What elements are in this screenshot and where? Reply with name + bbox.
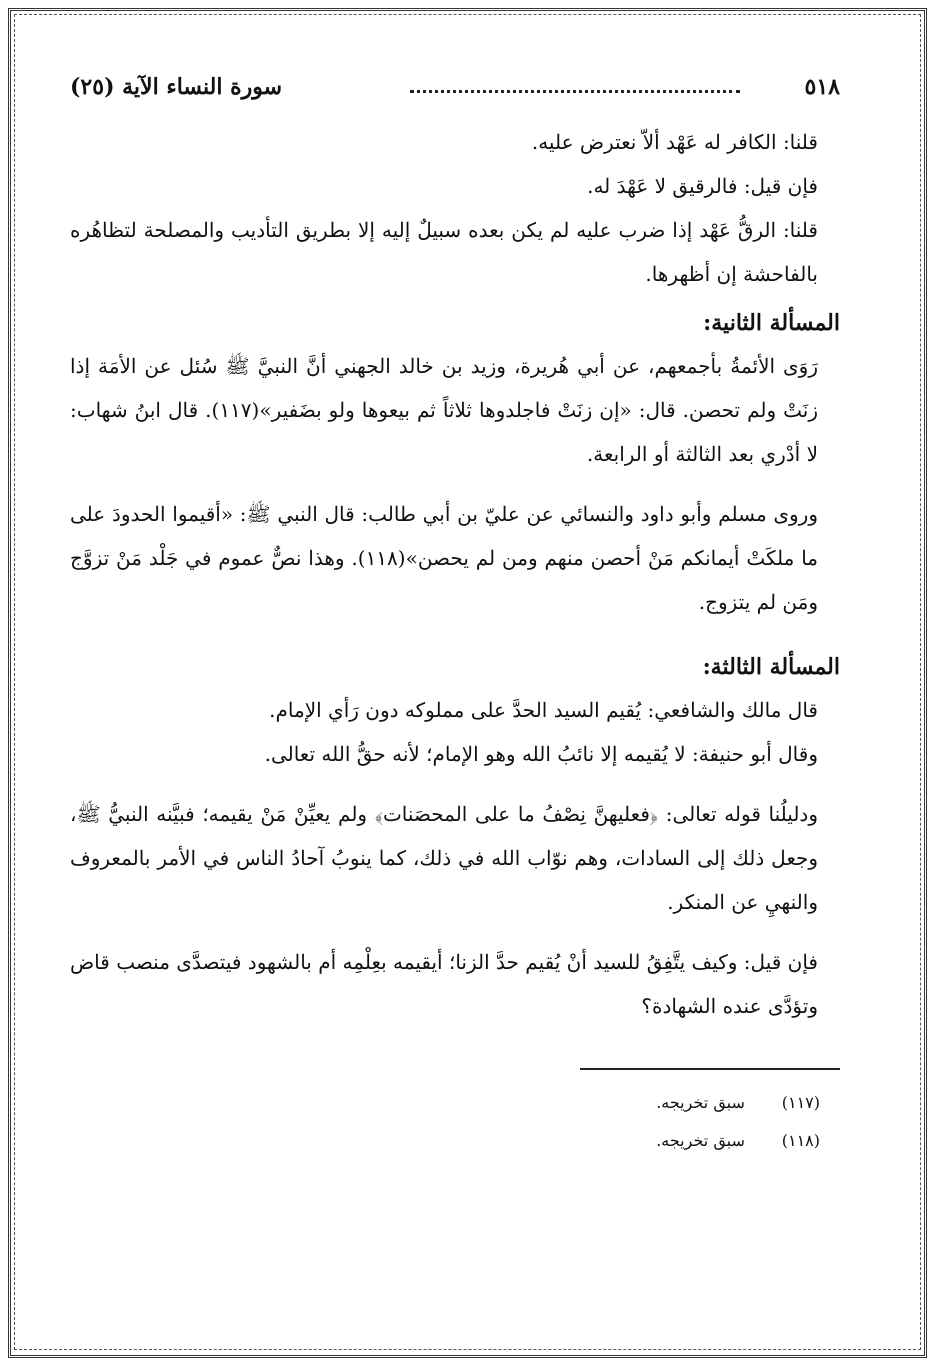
footnote <box>70 1084 840 1122</box>
footnote-number: (١١٨) <box>781 1131 820 1150</box>
chapter-title: سورة النساء الآية (٢٥) <box>70 74 283 100</box>
footnote <box>70 1122 840 1160</box>
book-page <box>70 60 840 1310</box>
footnote-separator <box>580 1068 840 1070</box>
page-number: ٥١٨ <box>804 74 840 100</box>
footnote-text: سبق تخريجه. <box>656 1131 745 1150</box>
paragraph-2: فإن قيل: فالرقيق لا عَهْدَ له. <box>587 174 818 198</box>
section-heading-third-issue: المسألة الثالثة: <box>702 654 840 680</box>
header-dotted-leader <box>410 90 740 93</box>
page-header <box>70 60 840 120</box>
footnote-number: (١١٧) <box>781 1093 820 1112</box>
paragraph-6: قال مالك والشافعي: يُقيم السيد الحدَّ على مملوكه دون رَأي الإمام. <box>269 698 818 722</box>
paragraph-5: وروى مسلم وأبو داود والنسائي عن عليّ بن أبي طالب: قال النبي ﷺ: «أقيموا الحدودَ على ما ملكَتْ أيمانكم مَنْ أحصن منهم ومن لم يحصن»(١١٨). وهذا نصٌّ عموم في جَلْد مَنْ تزوَّج ومَن لم يتزوج. <box>70 502 819 614</box>
paragraph-7: وقال أبو حنيفة: لا يُقيمه إلا نائبُ الله وهو الإمام؛ لأنه حقُّ الله تعالى. <box>264 742 818 766</box>
section-heading-second-issue: المسألة الثانية: <box>703 310 840 336</box>
paragraph-3: قلنا: الرقُّ عَهْد إذا ضرب عليه لم يكن بعده سبيلٌ إليه إلا بطريق التأديب والمصلحة لتظاهُره بالفاحشة إن أظهرها. <box>70 218 818 286</box>
paragraph-4: رَوَى الأئمةُ بأجمعهم، عن أبي هُريرة، وزيد بن خالد الجهني أنَّ النبيَّ ﷺ سُئل عن الأمَة إذا زنَتْ ولم تحصن. قال: «إن زنَتْ فاجلدوها ثلاثاً ثم بيعوها ولو بضَفير»(١١٧). قال ابنُ شهاب: لا أدْري بعد الثالثة أو الرابعة. <box>70 354 818 466</box>
paragraph-8: ودليلُنا قوله تعالى: ﴿فعليهنَّ نِصْفُ ما على المحصَنات﴾ ولم يعيِّنْ مَنْ يقيمه؛ فبيَّنه النبيُّ ﷺ، وجعل ذلك إلى السادات، وهم نوّاب الله في ذلك، كما ينوبُ آحادُ الناس في الأمر بالمعروف والنهيِ عن المنكر. <box>70 802 818 914</box>
paragraph-9: فإن قيل: وكيف يتَّفِقُ للسيد أنْ يُقيم حدَّ الزنا؛ أيقيمه بعِلْمِه أم بالشهود فيتصدَّى منصب قاض وتؤدَّى عنده الشهادة؟ <box>70 950 818 1018</box>
paragraph-1: قلنا: الكافر له عَهْد ألاّ نعترض عليه. <box>531 130 818 154</box>
footnote-text: سبق تخريجه. <box>656 1093 745 1112</box>
